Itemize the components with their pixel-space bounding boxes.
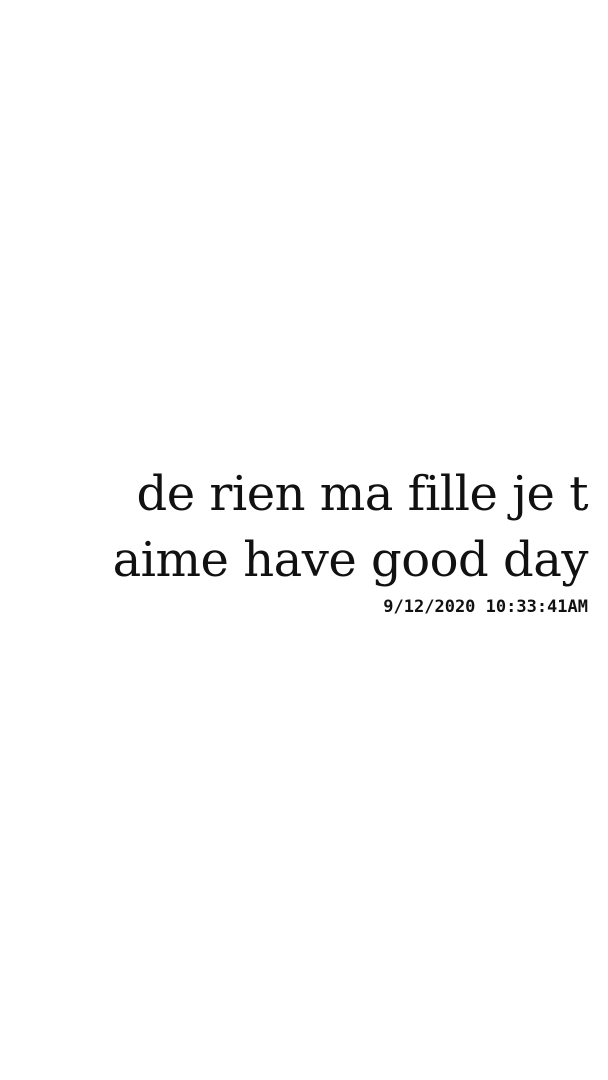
timestamp: 9/12/2020 10:33:41AM xyxy=(383,597,588,617)
message-text xyxy=(88,461,588,593)
message-line-2: aime have good day xyxy=(112,532,588,588)
message-block xyxy=(88,461,588,618)
message-line-1: de rien ma fille je t xyxy=(136,466,588,522)
